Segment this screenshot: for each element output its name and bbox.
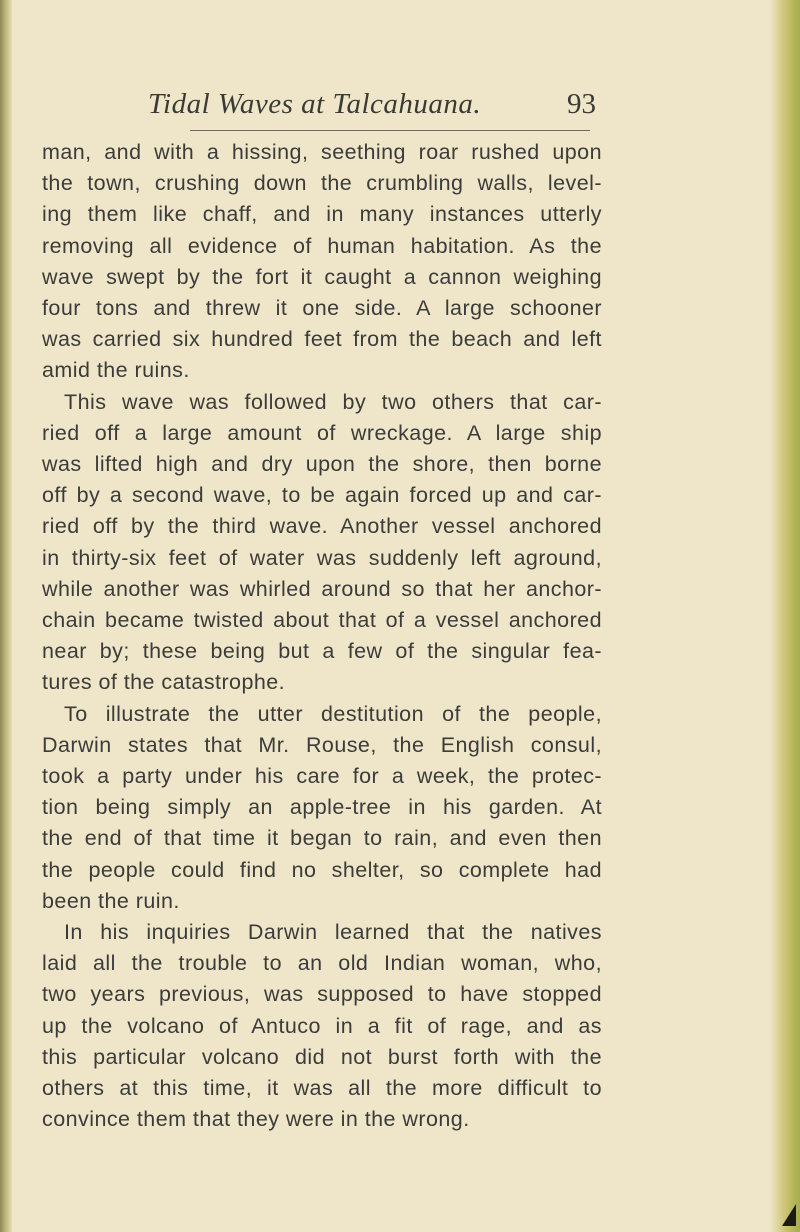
text-line: near by; these being but a few of the singular fea-: [42, 639, 602, 664]
text-line: In his inquiries Darwin learned that the natives: [64, 920, 602, 945]
text-line: this particular volcano did not burst forth with the: [42, 1044, 602, 1069]
text-line: while another was whirled around so that her anchor-: [42, 576, 602, 601]
text-line: off by a second wave, to be again forced up and car-: [42, 483, 602, 508]
text-line: up the volcano of Antuco in a fit of rage, and as: [42, 1013, 602, 1038]
text-line: two years previous, was supposed to have stopped: [42, 982, 602, 1007]
running-header: [140, 88, 600, 128]
text-line: the people could find no shelter, so complete had: [42, 857, 602, 882]
text-line: To illustrate the utter destitution of the people,: [64, 701, 602, 726]
text-line: convince them that they were in the wrong.: [42, 1107, 470, 1132]
header-rule: [190, 130, 590, 131]
text-line: others at this time, it was all the more difficult to: [42, 1076, 602, 1101]
text-line: the end of that time it began to rain, and even then: [42, 826, 602, 851]
text-line: amid the ruins.: [42, 358, 190, 383]
text-line: been the ruin.: [42, 888, 180, 913]
text-line: took a party under his care for a week, the protec-: [42, 764, 602, 789]
running-title: Tidal Waves at Talcahuana.: [148, 88, 482, 120]
text-line: in thirty-six feet of water was suddenly left aground,: [42, 545, 602, 570]
text-line: four tons and threw it one side. A large schooner: [42, 296, 602, 321]
page-fore-edge: [770, 0, 800, 1232]
text-line: the town, crushing down the crumbling walls, level-: [42, 171, 602, 196]
corner-mark: [782, 1204, 796, 1226]
text-line: ried off a large amount of wreckage. A large ship: [42, 420, 602, 445]
text-line: chain became twisted about that of a vessel anchored: [42, 608, 602, 633]
text-line: removing all evidence of human habitation. As the: [42, 233, 602, 258]
body-text: [42, 137, 602, 1136]
text-line: wave swept by the fort it caught a cannon weighing: [42, 264, 602, 289]
text-line: ing them like chaff, and in many instances utterly: [42, 202, 602, 227]
text-line: was lifted high and dry upon the shore, then borne: [42, 452, 602, 477]
page-number: 93: [567, 88, 596, 120]
page-binding-edge: [0, 0, 12, 1232]
text-line: Darwin states that Mr. Rouse, the English consul,: [42, 732, 602, 757]
text-line: man, and with a hissing, seething roar rushed upon: [42, 140, 602, 164]
text-line: laid all the trouble to an old Indian woman, who,: [42, 951, 602, 976]
text-line: ried off by the third wave. Another vessel anchored: [42, 514, 602, 539]
text-line: This wave was followed by two others that car-: [64, 389, 602, 414]
text-line: tion being simply an apple-tree in his garden. At: [42, 795, 602, 820]
text-line: tures of the catastrophe.: [42, 670, 286, 695]
text-line: was carried six hundred feet from the beach and left: [42, 327, 602, 352]
